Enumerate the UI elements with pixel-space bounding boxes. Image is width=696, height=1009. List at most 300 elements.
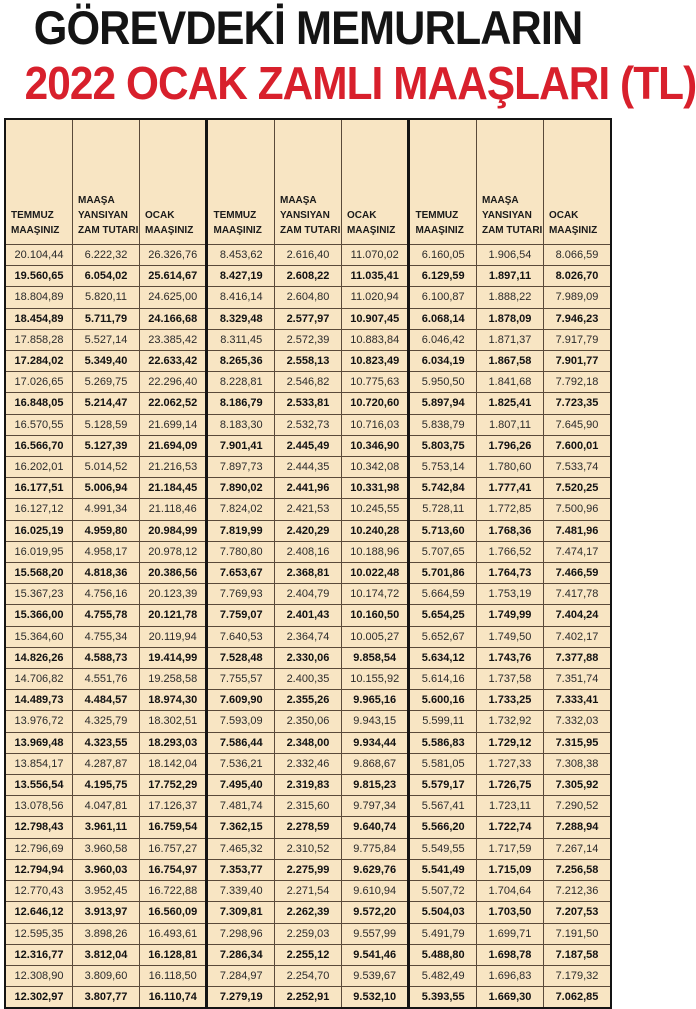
table-cell: 2.420,29 [274, 520, 341, 541]
table-cell: 1.777,41 [476, 478, 543, 499]
table-cell: 3.807,77 [73, 987, 140, 1009]
table-cell: 2.616,40 [274, 245, 341, 266]
table-cell: 7.780,80 [207, 541, 275, 562]
table-cell: 5.006,94 [73, 478, 140, 499]
table-cell: 5.567,41 [409, 796, 477, 817]
table-cell: 13.078,56 [5, 796, 73, 817]
table-cell: 16.177,51 [5, 478, 73, 499]
column-header: TEMMUZ MAAŞINIZ [207, 119, 275, 245]
table-cell: 1.841,68 [476, 372, 543, 393]
table-cell: 1.807,11 [476, 414, 543, 435]
table-cell: 1.732,92 [476, 711, 543, 732]
table-cell: 19.258,58 [139, 669, 207, 690]
table-cell: 5.488,80 [409, 944, 477, 965]
table-cell: 5.507,72 [409, 881, 477, 902]
headline-line-1: GÖREVDEKİ MEMURLARIN [33, 1, 583, 54]
table-cell: 7.533,74 [543, 457, 611, 478]
table-row [5, 669, 611, 690]
table-cell: 5.127,39 [73, 435, 140, 456]
table-cell: 2.271,54 [274, 881, 341, 902]
table-row [5, 584, 611, 605]
table-cell: 7.723,35 [543, 393, 611, 414]
table-cell: 2.278,59 [274, 817, 341, 838]
table-cell: 1.699,71 [476, 923, 543, 944]
table-cell: 1.743,76 [476, 647, 543, 668]
table-cell: 6.160,05 [409, 245, 477, 266]
table-cell: 7.339,40 [207, 881, 275, 902]
table-cell: 2.330,06 [274, 647, 341, 668]
table-row [5, 287, 611, 308]
table-cell: 1.722,74 [476, 817, 543, 838]
table-cell: 7.586,44 [207, 732, 275, 753]
table-cell: 7.755,57 [207, 669, 275, 690]
table-cell: 5.664,59 [409, 584, 477, 605]
table-cell: 8.453,62 [207, 245, 275, 266]
table-cell: 5.393,55 [409, 987, 477, 1009]
table-cell: 13.854,17 [5, 753, 73, 774]
table-cell: 3.960,03 [73, 859, 140, 880]
table-cell: 7.267,14 [543, 838, 611, 859]
table-cell: 2.577,97 [274, 308, 341, 329]
table-cell: 9.572,20 [341, 902, 409, 923]
table-cell: 19.414,99 [139, 647, 207, 668]
table-row [5, 987, 611, 1009]
table-cell: 7.062,85 [543, 987, 611, 1009]
table-cell: 14.706,82 [5, 669, 73, 690]
table-cell: 20.119,94 [139, 626, 207, 647]
table-cell: 2.558,13 [274, 351, 341, 372]
table-cell: 7.465,32 [207, 838, 275, 859]
table-row [5, 329, 611, 350]
table-cell: 1.871,37 [476, 329, 543, 350]
table-cell: 17.858,28 [5, 329, 73, 350]
table-cell: 4.588,73 [73, 647, 140, 668]
table-cell: 5.600,16 [409, 690, 477, 711]
table-cell: 9.610,94 [341, 881, 409, 902]
table-cell: 26.326,76 [139, 245, 207, 266]
table-cell: 5.742,84 [409, 478, 477, 499]
table-row [5, 859, 611, 880]
table-cell: 8.066,59 [543, 245, 611, 266]
table-cell: 2.364,74 [274, 626, 341, 647]
table-cell: 3.952,45 [73, 881, 140, 902]
table-cell: 7.645,90 [543, 414, 611, 435]
table-cell: 9.965,16 [341, 690, 409, 711]
table-cell: 7.792,18 [543, 372, 611, 393]
table-row [5, 647, 611, 668]
table-cell: 7.256,58 [543, 859, 611, 880]
table-cell: 1.825,41 [476, 393, 543, 414]
table-cell: 5.701,86 [409, 563, 477, 584]
table-cell: 5.950,50 [409, 372, 477, 393]
table-cell: 10.716,03 [341, 414, 409, 435]
table-cell: 12.770,43 [5, 881, 73, 902]
table-cell: 7.536,21 [207, 753, 275, 774]
table-cell: 10.346,90 [341, 435, 409, 456]
table-cell: 3.898,26 [73, 923, 140, 944]
table-cell: 16.759,54 [139, 817, 207, 838]
table-cell: 5.599,11 [409, 711, 477, 732]
table-cell: 9.815,23 [341, 775, 409, 796]
table-cell: 2.310,52 [274, 838, 341, 859]
table-cell: 22.633,42 [139, 351, 207, 372]
table-cell: 1.729,12 [476, 732, 543, 753]
table-cell: 18.142,04 [139, 753, 207, 774]
table-cell: 12.595,35 [5, 923, 73, 944]
table-cell: 2.259,03 [274, 923, 341, 944]
table-cell: 16.566,70 [5, 435, 73, 456]
table-cell: 16.025,19 [5, 520, 73, 541]
table-row [5, 266, 611, 287]
table-cell: 5.897,94 [409, 393, 477, 414]
table-cell: 7.207,53 [543, 902, 611, 923]
table-cell: 2.404,79 [274, 584, 341, 605]
table-cell: 2.275,99 [274, 859, 341, 880]
table-cell: 1.867,58 [476, 351, 543, 372]
table-cell: 15.367,23 [5, 584, 73, 605]
table-cell: 2.572,39 [274, 329, 341, 350]
table-cell: 5.566,20 [409, 817, 477, 838]
table-cell: 2.348,00 [274, 732, 341, 753]
table-cell: 5.269,75 [73, 372, 140, 393]
table-cell: 4.325,79 [73, 711, 140, 732]
table-cell: 7.481,74 [207, 796, 275, 817]
table-cell: 21.699,14 [139, 414, 207, 435]
table-cell: 7.377,88 [543, 647, 611, 668]
table-cell: 7.528,48 [207, 647, 275, 668]
table-cell: 9.797,34 [341, 796, 409, 817]
table-cell: 22.062,52 [139, 393, 207, 414]
table-cell: 8.329,48 [207, 308, 275, 329]
table-cell: 1.726,75 [476, 775, 543, 796]
table-cell: 2.421,53 [274, 499, 341, 520]
table-cell: 18.302,51 [139, 711, 207, 732]
headline-line-2: 2022 OCAK ZAMLI MAAŞLARI (TL) [24, 57, 696, 109]
table-cell: 7.759,07 [207, 605, 275, 626]
column-header: OCAK MAAŞINIZ [139, 119, 207, 245]
table-cell: 10.005,27 [341, 626, 409, 647]
table-cell: 11.035,41 [341, 266, 409, 287]
table-cell: 9.532,10 [341, 987, 409, 1009]
table-cell: 4.484,57 [73, 690, 140, 711]
table-cell: 13.969,48 [5, 732, 73, 753]
column-header: TEMMUZ MAAŞINIZ [5, 119, 73, 245]
table-cell: 7.609,90 [207, 690, 275, 711]
table-cell: 1.780,60 [476, 457, 543, 478]
table-cell: 3.812,04 [73, 944, 140, 965]
table-cell: 20.104,44 [5, 245, 73, 266]
table-cell: 16.754,97 [139, 859, 207, 880]
table-cell: 1.897,11 [476, 266, 543, 287]
table-cell: 7.179,32 [543, 965, 611, 986]
header-row [5, 119, 611, 245]
table-cell: 5.128,59 [73, 414, 140, 435]
table-body [5, 245, 611, 1009]
table-cell: 5.654,25 [409, 605, 477, 626]
table-row [5, 753, 611, 774]
table-cell: 12.794,94 [5, 859, 73, 880]
table-cell: 5.581,05 [409, 753, 477, 774]
table-cell: 10.907,45 [341, 308, 409, 329]
table-cell: 2.315,60 [274, 796, 341, 817]
table-cell: 9.629,76 [341, 859, 409, 880]
table-cell: 21.694,09 [139, 435, 207, 456]
table-cell: 2.441,96 [274, 478, 341, 499]
table-cell: 10.160,50 [341, 605, 409, 626]
table-cell: 3.960,58 [73, 838, 140, 859]
table-cell: 7.351,74 [543, 669, 611, 690]
salary-table [4, 118, 612, 1009]
table-cell: 9.539,67 [341, 965, 409, 986]
table-cell: 5.014,52 [73, 457, 140, 478]
table-cell: 9.640,74 [341, 817, 409, 838]
table-cell: 16.019,95 [5, 541, 73, 562]
table-row [5, 881, 611, 902]
table-cell: 9.934,44 [341, 732, 409, 753]
table-cell: 8.416,14 [207, 287, 275, 308]
table-cell: 5.728,11 [409, 499, 477, 520]
table-row [5, 435, 611, 456]
table-cell: 7.404,24 [543, 605, 611, 626]
table-cell: 9.868,67 [341, 753, 409, 774]
table-cell: 2.401,43 [274, 605, 341, 626]
table-row [5, 796, 611, 817]
table-cell: 6.034,19 [409, 351, 477, 372]
table-cell: 2.604,80 [274, 287, 341, 308]
table-cell: 7.989,09 [543, 287, 611, 308]
table-cell: 1.704,64 [476, 881, 543, 902]
table-cell: 6.054,02 [73, 266, 140, 287]
table-cell: 7.305,92 [543, 775, 611, 796]
table-cell: 7.917,79 [543, 329, 611, 350]
table-cell: 8.183,30 [207, 414, 275, 435]
table-cell: 17.752,29 [139, 775, 207, 796]
table-cell: 17.026,65 [5, 372, 73, 393]
table-cell: 1.733,25 [476, 690, 543, 711]
table-cell: 10.022,48 [341, 563, 409, 584]
table-cell: 2.355,26 [274, 690, 341, 711]
table-cell: 1.878,09 [476, 308, 543, 329]
table-cell: 16.127,12 [5, 499, 73, 520]
table-cell: 7.593,09 [207, 711, 275, 732]
table-row [5, 499, 611, 520]
table-cell: 4.818,36 [73, 563, 140, 584]
table-cell: 1.766,52 [476, 541, 543, 562]
table-cell: 7.212,36 [543, 881, 611, 902]
table-cell: 7.402,17 [543, 626, 611, 647]
table-cell: 8.228,81 [207, 372, 275, 393]
table-cell: 5.707,65 [409, 541, 477, 562]
table-row [5, 944, 611, 965]
table-cell: 3.961,11 [73, 817, 140, 838]
table-cell: 3.809,60 [73, 965, 140, 986]
table-cell: 12.646,12 [5, 902, 73, 923]
table-cell: 20.386,56 [139, 563, 207, 584]
table-cell: 5.614,16 [409, 669, 477, 690]
table-row [5, 308, 611, 329]
column-header: MAAŞA YANSIYAN ZAM TUTARI [73, 119, 140, 245]
table-cell: 8.311,45 [207, 329, 275, 350]
column-header: MAAŞA YANSIYAN ZAM TUTARI [274, 119, 341, 245]
table-cell: 20.984,99 [139, 520, 207, 541]
table-row [5, 711, 611, 732]
table-cell: 7.946,23 [543, 308, 611, 329]
table-cell: 7.279,19 [207, 987, 275, 1009]
table-cell: 13.976,72 [5, 711, 73, 732]
table-cell: 5.482,49 [409, 965, 477, 986]
table-row [5, 245, 611, 266]
table-cell: 2.445,49 [274, 435, 341, 456]
table-cell: 7.333,41 [543, 690, 611, 711]
table-cell: 4.047,81 [73, 796, 140, 817]
table-cell: 7.520,25 [543, 478, 611, 499]
table-cell: 7.466,59 [543, 563, 611, 584]
table-cell: 1.764,73 [476, 563, 543, 584]
table-row [5, 605, 611, 626]
table-cell: 7.284,97 [207, 965, 275, 986]
table-cell: 16.128,81 [139, 944, 207, 965]
table-cell: 6.129,59 [409, 266, 477, 287]
table-cell: 16.722,88 [139, 881, 207, 902]
table-cell: 5.713,60 [409, 520, 477, 541]
table-cell: 5.541,49 [409, 859, 477, 880]
table-cell: 15.366,00 [5, 605, 73, 626]
table-cell: 10.174,72 [341, 584, 409, 605]
table-cell: 4.756,16 [73, 584, 140, 605]
table-cell: 1.717,59 [476, 838, 543, 859]
table-cell: 7.481,96 [543, 520, 611, 541]
table-cell: 4.551,76 [73, 669, 140, 690]
table-cell: 7.653,67 [207, 563, 275, 584]
table-cell: 1.727,33 [476, 753, 543, 774]
table-cell: 7.824,02 [207, 499, 275, 520]
table-cell: 5.504,03 [409, 902, 477, 923]
table-row [5, 478, 611, 499]
table-cell: 5.349,40 [73, 351, 140, 372]
table-row [5, 732, 611, 753]
table-cell: 7.309,81 [207, 902, 275, 923]
table-cell: 7.191,50 [543, 923, 611, 944]
table-cell: 2.368,81 [274, 563, 341, 584]
table-cell: 7.288,94 [543, 817, 611, 838]
table-cell: 5.803,75 [409, 435, 477, 456]
table-cell: 4.755,34 [73, 626, 140, 647]
table-cell: 3.913,97 [73, 902, 140, 923]
table-row [5, 457, 611, 478]
table-row [5, 775, 611, 796]
table-cell: 24.166,68 [139, 308, 207, 329]
table-cell: 10.245,55 [341, 499, 409, 520]
table-cell: 12.796,69 [5, 838, 73, 859]
table-cell: 1.669,30 [476, 987, 543, 1009]
table-row [5, 563, 611, 584]
table-cell: 7.290,52 [543, 796, 611, 817]
table-cell: 10.342,08 [341, 457, 409, 478]
table-row [5, 690, 611, 711]
table-cell: 1.768,36 [476, 520, 543, 541]
table-cell: 16.570,55 [5, 414, 73, 435]
table-cell: 16.202,01 [5, 457, 73, 478]
table-cell: 12.316,77 [5, 944, 73, 965]
table-cell: 21.216,53 [139, 457, 207, 478]
table-cell: 14.489,73 [5, 690, 73, 711]
table-cell: 4.958,17 [73, 541, 140, 562]
table-cell: 7.495,40 [207, 775, 275, 796]
table-cell: 5.820,11 [73, 287, 140, 308]
table-cell: 1.753,19 [476, 584, 543, 605]
table-cell: 10.188,96 [341, 541, 409, 562]
table-row [5, 817, 611, 838]
table-cell: 11.070,02 [341, 245, 409, 266]
table-row [5, 902, 611, 923]
table-cell: 1.737,58 [476, 669, 543, 690]
table-cell: 5.586,83 [409, 732, 477, 753]
table-cell: 2.262,39 [274, 902, 341, 923]
table-cell: 5.634,12 [409, 647, 477, 668]
table-cell: 5.753,14 [409, 457, 477, 478]
table-cell: 1.749,99 [476, 605, 543, 626]
table-cell: 15.568,20 [5, 563, 73, 584]
table-cell: 4.195,75 [73, 775, 140, 796]
table-cell: 6.046,42 [409, 329, 477, 350]
table-cell: 20.978,12 [139, 541, 207, 562]
table-cell: 1.796,26 [476, 435, 543, 456]
table-cell: 9.858,54 [341, 647, 409, 668]
table-cell: 2.254,70 [274, 965, 341, 986]
table-cell: 18.454,89 [5, 308, 73, 329]
column-header: MAAŞA YANSIYAN ZAM TUTARI [476, 119, 543, 245]
table-cell: 9.943,15 [341, 711, 409, 732]
table-cell: 2.400,35 [274, 669, 341, 690]
table-cell: 8.265,36 [207, 351, 275, 372]
table-cell: 4.323,55 [73, 732, 140, 753]
column-header: OCAK MAAŞINIZ [341, 119, 409, 245]
table-cell: 5.491,79 [409, 923, 477, 944]
table-cell: 6.100,87 [409, 287, 477, 308]
table-cell: 18.804,89 [5, 287, 73, 308]
table-cell: 10.883,84 [341, 329, 409, 350]
table-cell: 16.110,74 [139, 987, 207, 1009]
table-row [5, 393, 611, 414]
table-cell: 13.556,54 [5, 775, 73, 796]
table-cell: 7.315,95 [543, 732, 611, 753]
table-cell: 7.362,15 [207, 817, 275, 838]
table-row [5, 541, 611, 562]
table-row [5, 520, 611, 541]
table-cell: 5.579,17 [409, 775, 477, 796]
table-cell: 5.711,79 [73, 308, 140, 329]
table-cell: 5.214,47 [73, 393, 140, 414]
table-cell: 7.286,34 [207, 944, 275, 965]
table-cell: 10.775,63 [341, 372, 409, 393]
table-cell: 1.749,50 [476, 626, 543, 647]
column-header: OCAK MAAŞINIZ [543, 119, 611, 245]
table-cell: 11.020,94 [341, 287, 409, 308]
table-cell: 18.293,03 [139, 732, 207, 753]
table-cell: 2.608,22 [274, 266, 341, 287]
table-cell: 7.819,99 [207, 520, 275, 541]
table-cell: 10.823,49 [341, 351, 409, 372]
table-cell: 7.417,78 [543, 584, 611, 605]
table-cell: 16.848,05 [5, 393, 73, 414]
table-cell: 14.826,26 [5, 647, 73, 668]
table-cell: 2.332,46 [274, 753, 341, 774]
table-cell: 1.723,11 [476, 796, 543, 817]
table-cell: 7.901,77 [543, 351, 611, 372]
table-cell: 8.186,79 [207, 393, 275, 414]
table-row [5, 351, 611, 372]
table-cell: 9.541,46 [341, 944, 409, 965]
